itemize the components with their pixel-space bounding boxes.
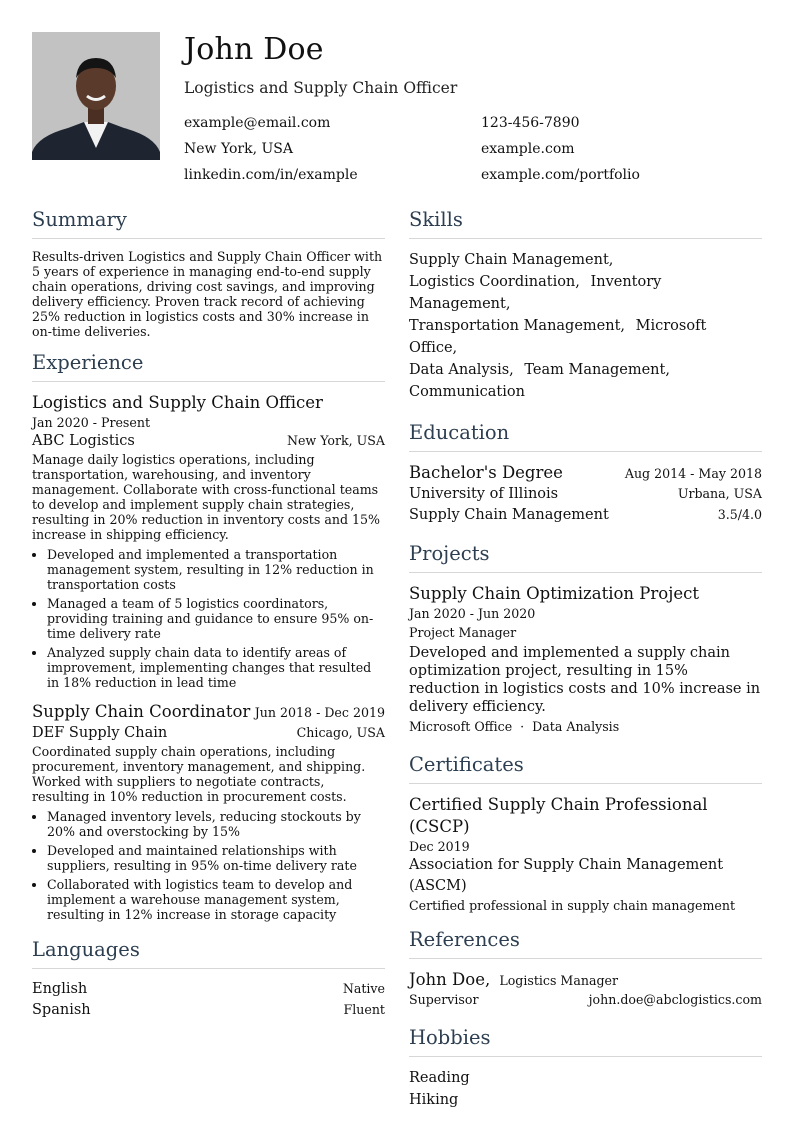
language-item: [32, 1000, 385, 1021]
language-item: [32, 979, 385, 1000]
reference-position: Logistics Manager: [499, 973, 618, 988]
education-gpa: 3.5/4.0: [717, 507, 762, 522]
job-highlight: • Analyzed supply chain data to identify areas of improvement, implementing changes that resulted in 18% reduction in lead time: [47, 645, 385, 690]
section-divider: [409, 783, 762, 784]
job-title: Supply Chain Coordinator: [32, 702, 251, 721]
education-location: Urbana, USA: [677, 486, 762, 501]
education-dates: Aug 2014 - May 2018: [624, 466, 762, 481]
job-highlight: • Managed inventory levels, reducing stockouts by 20% and overstocking by 15%: [47, 809, 385, 839]
summary-section: [32, 206, 385, 339]
job-highlights: [32, 809, 385, 922]
languages-section: [32, 936, 385, 1021]
experience-section: [32, 349, 385, 922]
education-section: [409, 419, 762, 526]
job-dates: Jun 2018 - Dec 2019: [254, 705, 385, 720]
project-keywords: [409, 718, 762, 735]
job-title: Logistics and Supply Chain Officer: [32, 393, 323, 412]
language-level: Native: [342, 981, 385, 996]
education-degree: Bachelor's Degree: [409, 463, 563, 482]
skills-list: [409, 249, 762, 403]
experience-entry: [32, 701, 385, 922]
skill-item: Supply Chain Management,: [409, 252, 614, 268]
job-highlight: • Managed a team of 5 logistics coordinators, providing training and guidance to ensure 95% on-time delivery rate: [47, 596, 385, 641]
contact-portfolio[interactable]: example.com/portfolio: [481, 167, 640, 183]
section-divider: [32, 968, 385, 969]
hobby-item: Hiking: [409, 1092, 459, 1108]
languages-heading: Languages: [32, 938, 140, 961]
summary-text: Results-driven Logistics and Supply Chain Officer with 5 years of experience in managing end-to-end supply chain operations, driving cost savings, and improving delivery efficiency. Proven track record of achieving 25% reduction in logistics costs and 30% increase in on-time deliveries.: [32, 249, 383, 339]
skill-item: Logistics Coordination,: [409, 274, 580, 290]
projects-heading: Projects: [409, 542, 490, 565]
right-column: [409, 206, 762, 1111]
job-description: Coordinated supply chain operations, including procurement, inventory management, and shipping. Worked with suppliers to negotiate contracts, resulting in 10% reduction in procurement costs.: [32, 744, 366, 804]
certificate-summary: Certified professional in supply chain management: [409, 898, 736, 913]
project-keyword: Data Analysis: [532, 719, 620, 734]
skills-section: [409, 206, 762, 403]
skill-item: Communication: [409, 384, 525, 400]
projects-section: [409, 540, 762, 735]
contact-email[interactable]: example@email.com: [184, 115, 331, 131]
experience-heading: Experience: [32, 351, 144, 374]
hobby-item: Reading: [409, 1070, 470, 1086]
certificate-issuer: Association for Supply Chain Management (ASCM): [409, 857, 724, 894]
contact-phone[interactable]: 123-456-7890: [481, 115, 580, 131]
project-role: Project Manager: [409, 625, 517, 640]
job-description: Manage daily logistics operations, including transportation, warehousing, and inventory management. Collaborate with cross-functional teams to develop and implement supply chain strategies, resulting in 20% reduction in inventory costs and 15% increase in shipping efficiency.: [32, 452, 381, 542]
job-company: ABC Logistics: [32, 433, 135, 449]
candidate-name: John Doe: [184, 32, 324, 67]
skill-item: Inventory Management,: [409, 274, 662, 312]
section-divider: [409, 238, 762, 239]
hobbies-heading: Hobbies: [409, 1026, 491, 1049]
references-heading: References: [409, 928, 520, 951]
person-portrait-icon: [32, 32, 160, 160]
experience-entry: [32, 392, 385, 690]
job-company: DEF Supply Chain: [32, 725, 168, 741]
job-dates: Jan 2020 - Present: [32, 415, 151, 430]
contact-location: New York, USA: [184, 141, 293, 157]
skill-item: Microsoft Office,: [409, 318, 707, 356]
summary-heading: Summary: [32, 208, 127, 231]
section-divider: [409, 1056, 762, 1057]
job-location: New York, USA: [286, 433, 385, 448]
job-location: Chicago, USA: [296, 725, 385, 740]
certificate-date: Dec 2019: [409, 839, 470, 854]
separator-dot: ·: [520, 719, 525, 734]
education-school: University of Illinois: [409, 486, 559, 502]
skill-item: Transportation Management,: [409, 318, 626, 334]
skill-item: Team Management,: [524, 362, 670, 378]
reference-relation: Supervisor: [409, 992, 479, 1007]
job-highlight: • Collaborated with logistics team to develop and implement a warehouse management system, resulting in 12% increase in storage capacity: [47, 877, 385, 922]
section-divider: [409, 451, 762, 452]
job-highlight: • Developed and maintained relationships with suppliers, resulting in 95% on-time delivery rate: [47, 843, 385, 873]
education-field: Supply Chain Management: [409, 507, 609, 523]
candidate-headline: Logistics and Supply Chain Officer: [184, 79, 458, 97]
section-divider: [32, 381, 385, 382]
skill-item: Data Analysis,: [409, 362, 514, 378]
section-divider: [32, 238, 385, 239]
section-divider: [409, 958, 762, 959]
contact-linkedin[interactable]: linkedin.com/in/example: [184, 167, 358, 183]
hobbies-section: [409, 1024, 762, 1111]
certificates-heading: Certificates: [409, 753, 524, 776]
language-name: English: [32, 981, 88, 997]
project-dates: Jan 2020 - Jun 2020: [409, 606, 536, 621]
education-heading: Education: [409, 421, 510, 444]
references-section: [409, 926, 762, 1008]
job-highlight: • Developed and implemented a transportation management system, resulting in 12% reduction in transportation costs: [47, 547, 385, 592]
project-keyword: Microsoft Office: [409, 719, 513, 734]
section-divider: [409, 572, 762, 573]
reference-name: John Doe,: [409, 970, 491, 989]
profile-photo: [32, 32, 160, 160]
project-name: Supply Chain Optimization Project: [409, 584, 699, 603]
language-name: Spanish: [32, 1002, 91, 1018]
job-highlights: [32, 547, 385, 690]
contact-website[interactable]: example.com: [481, 141, 575, 157]
skills-heading: Skills: [409, 208, 463, 231]
project-description: Developed and implemented a supply chain optimization project, resulting in 15% reduction in logistics costs and 10% increase in delivery efficiency.: [409, 645, 761, 715]
left-column: [32, 206, 385, 1021]
language-level: Fluent: [343, 1002, 385, 1017]
certificates-section: [409, 751, 762, 914]
certificate-name: Certified Supply Chain Professional (CSCP): [409, 795, 708, 836]
reference-email[interactable]: john.doe@abclogistics.com: [588, 992, 762, 1007]
